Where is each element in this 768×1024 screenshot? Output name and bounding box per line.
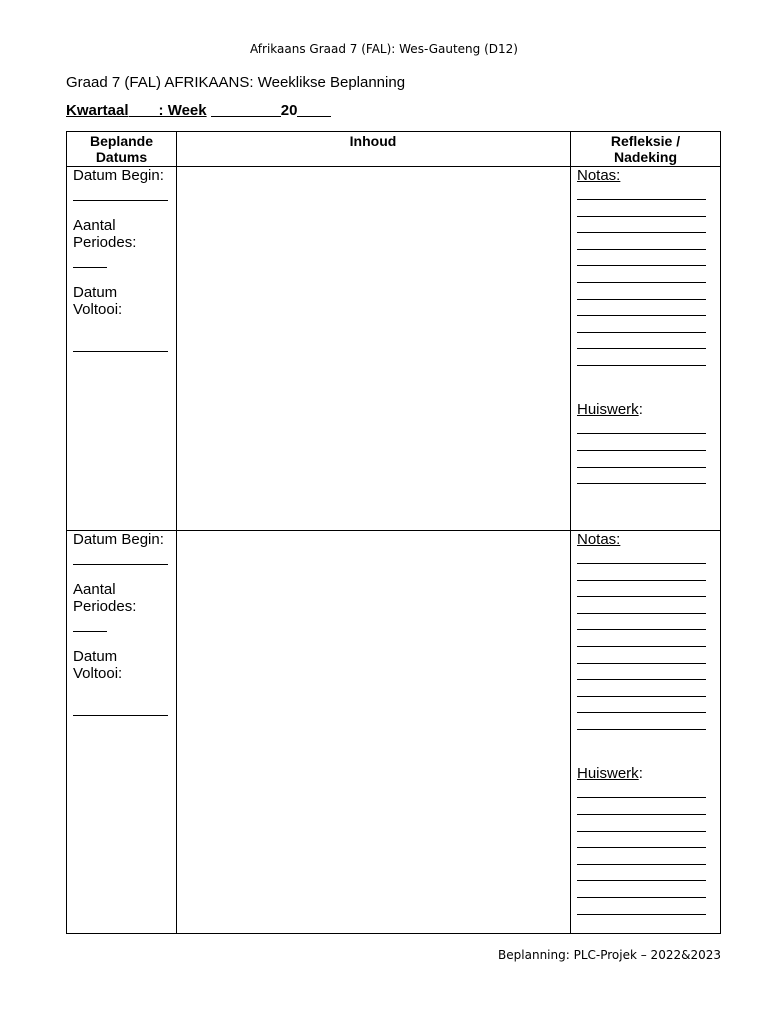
note-line (577, 679, 706, 680)
huiswerk-heading (577, 401, 643, 418)
column-divider (570, 132, 571, 933)
header-planned-dates (67, 132, 176, 166)
note-line (577, 613, 706, 614)
voltooi-label: Voltooi: (73, 301, 123, 318)
header-planned-dates-line1: Beplande (89, 133, 153, 149)
homework-line (577, 433, 706, 434)
homework-line (577, 831, 706, 832)
note-line (577, 729, 706, 730)
year-prefix: 20 (280, 102, 298, 119)
note-line (577, 199, 706, 200)
note-line (577, 315, 706, 316)
week-blank (211, 102, 281, 117)
page-title: Graad 7 (FAL) AFRIKAANS: Weeklikse Beplanning (66, 74, 406, 91)
datum-label: Datum (73, 284, 118, 301)
page-header: Afrikaans Graad 7 (FAL): Wes-Gauteng (D12) (250, 42, 518, 56)
header-content (176, 132, 570, 166)
note-line (577, 712, 706, 713)
note-line (577, 332, 706, 333)
aantal-label: Aantal (73, 217, 116, 234)
planning-table (66, 131, 721, 934)
huiswerk-heading (577, 765, 643, 782)
note-line (577, 348, 706, 349)
note-line (577, 580, 706, 581)
huiswerk-colon: : (638, 401, 643, 418)
homework-line (577, 914, 706, 915)
voltooi-blank (73, 351, 168, 352)
datum-begin-blank (73, 564, 168, 565)
dates-cell (73, 531, 168, 716)
term-week-line (66, 102, 331, 119)
note-line (577, 299, 706, 300)
note-line (577, 596, 706, 597)
note-line (577, 646, 706, 647)
column-divider (176, 132, 177, 933)
homework-line (577, 814, 706, 815)
note-line (577, 629, 706, 630)
notas-label: Notas: (577, 531, 621, 548)
homework-line (577, 847, 706, 848)
header-reflection (570, 132, 721, 166)
datum-begin-label: Datum Begin: (73, 531, 164, 548)
header-reflection-line1: Refleksie / (610, 133, 681, 149)
voltooi-blank (73, 715, 168, 716)
term-label: Kwartaal (66, 102, 129, 119)
homework-line (577, 880, 706, 881)
dates-cell (73, 167, 168, 352)
huiswerk-label: Huiswerk (577, 765, 639, 782)
note-line (577, 265, 706, 266)
periodes-label: Periodes: (73, 234, 137, 251)
header-planned-dates-line2: Datums (95, 149, 148, 165)
week-label: : Week (158, 102, 207, 119)
reflection-cell (577, 167, 712, 527)
term-blank (129, 102, 159, 117)
homework-line (577, 864, 706, 865)
note-line (577, 249, 706, 250)
periodes-blank (73, 631, 107, 632)
aantal-label: Aantal (73, 581, 116, 598)
note-line (577, 563, 706, 564)
notas-label: Notas: (577, 167, 621, 184)
page-footer: Beplanning: PLC-Projek – 2022&2023 (498, 948, 721, 962)
homework-line (577, 483, 706, 484)
periodes-label: Periodes: (73, 598, 137, 615)
homework-line (577, 467, 706, 468)
huiswerk-label: Huiswerk (577, 401, 639, 418)
homework-line (577, 450, 706, 451)
huiswerk-colon: : (638, 765, 643, 782)
header-reflection-line2: Nadeking (613, 149, 677, 165)
reflection-cell (577, 531, 712, 931)
header-content-label: Inhoud (349, 133, 397, 149)
voltooi-label: Voltooi: (73, 665, 123, 682)
datum-label: Datum (73, 648, 118, 665)
note-line (577, 365, 706, 366)
note-line (577, 232, 706, 233)
note-line (577, 216, 706, 217)
datum-begin-label: Datum Begin: (73, 167, 164, 184)
periodes-blank (73, 267, 107, 268)
homework-line (577, 797, 706, 798)
datum-begin-blank (73, 200, 168, 201)
note-line (577, 696, 706, 697)
homework-line (577, 897, 706, 898)
note-line (577, 282, 706, 283)
note-line (577, 663, 706, 664)
year-blank (297, 102, 331, 117)
